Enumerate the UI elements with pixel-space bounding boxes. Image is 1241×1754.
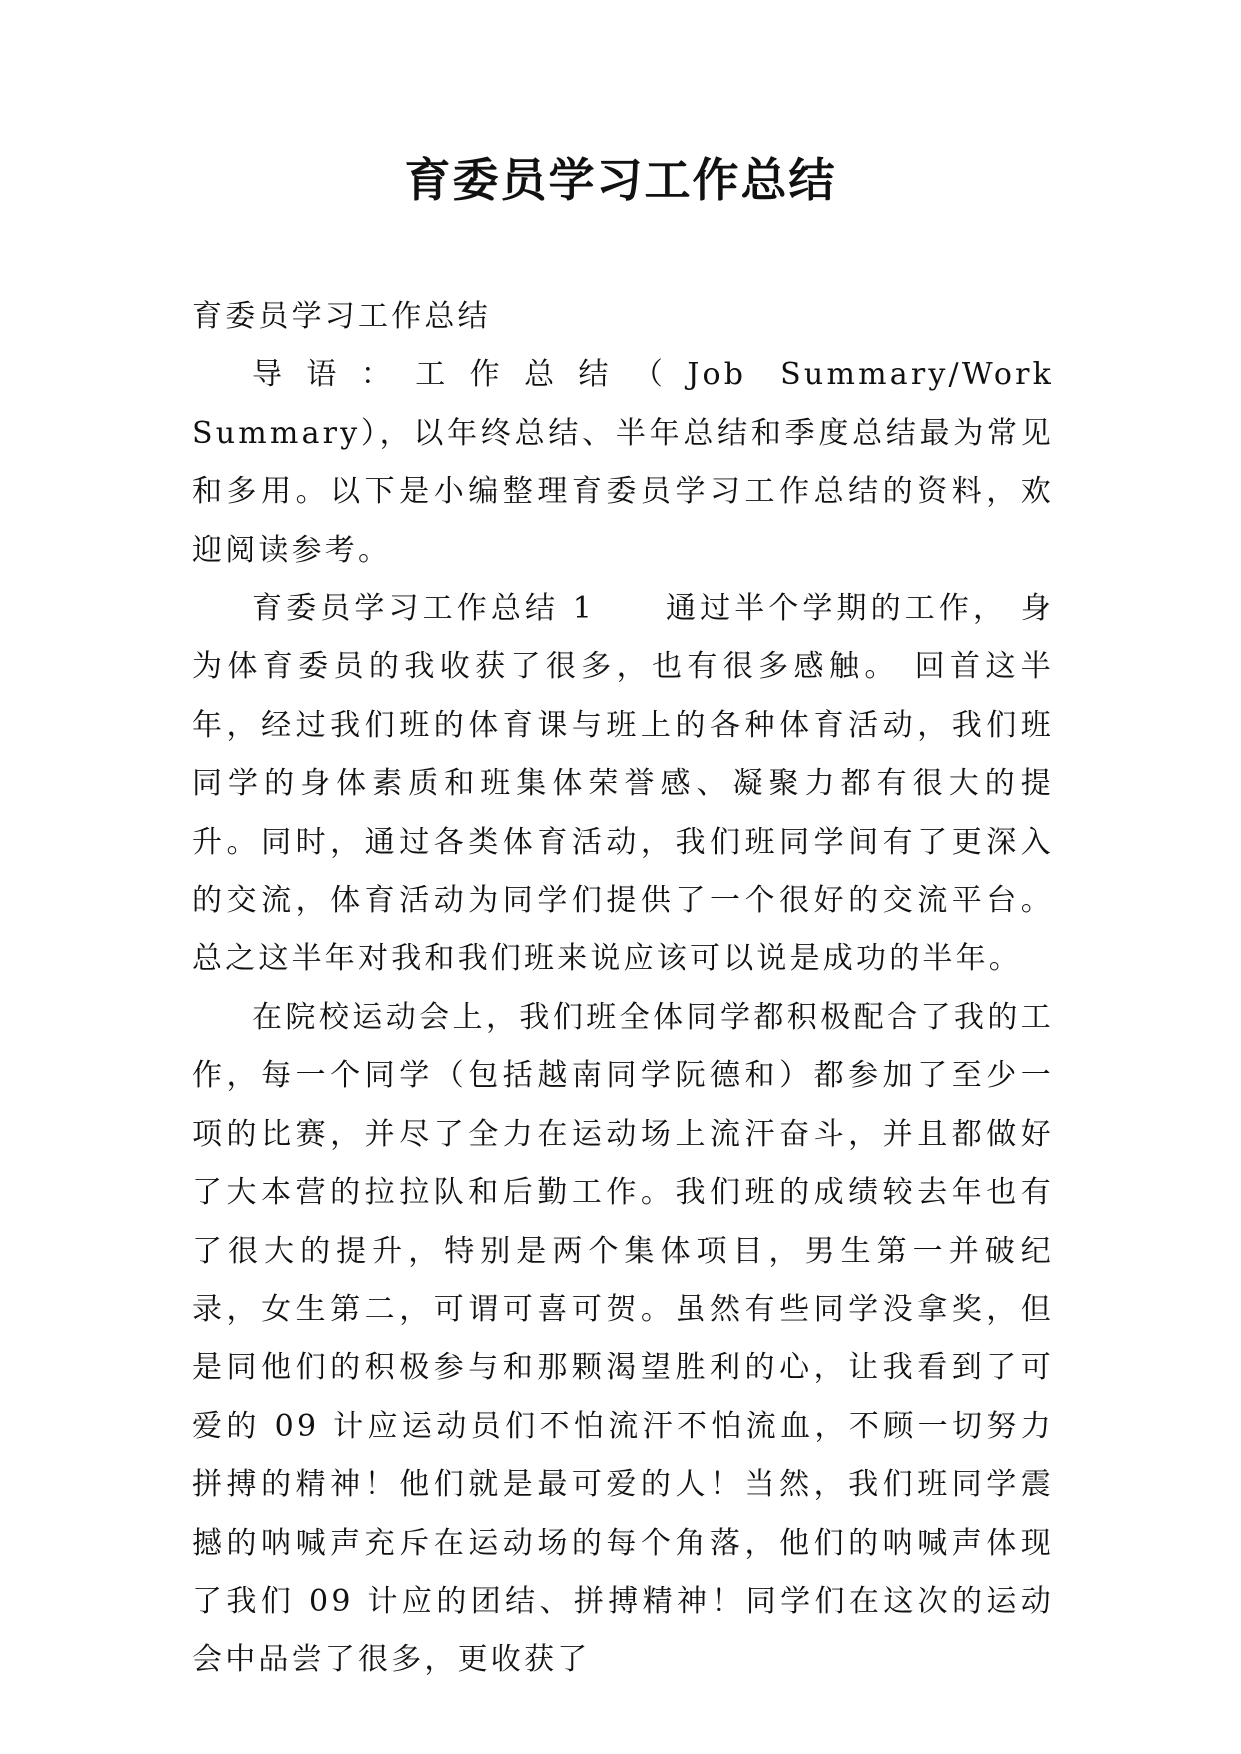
document-body [192, 288, 1054, 1690]
section-1-paragraph [192, 580, 1054, 989]
document-title: 育委员学习工作总结 [404, 153, 837, 207]
intro-paragraph: 导语：工作总结（Job Summary/Work Summary），以年终总结、半年总结和季度总结最为常见和多用。以下是小编整理育委员学习工作总结的资料，欢迎阅读参考。 [192, 357, 1054, 568]
paragraph-2: 在院校运动会上，我们班全体同学都积极配合了我的工作，每一个同学（包括越南同学阮德和）都参加了至少一项的比赛，并尽了全力在运动场上流汗奋斗，并且都做好了大本营的拉拉队和后勤工作。我们班的成绩较去年也有了很大的提升，特别是两个集体项目，男生第一并破纪录，女生第二，可谓可喜可贺。虽然有些同学没拿奖，但是同他们的积极参与和那颗渴望胜利的心，让我看到了可爱的 09 计应运动员们不怕流汗不怕流血，不顾一切努力拼搏的精神！他们就是最可爱的人！当然，我们班同学震撼的呐喊声充斥在运动场的每个角落，他们的呐喊声体现了我们 09 计应的团结、拼搏精神！同学们在这次的运动会中品尝了很多，更收获了 [192, 999, 1054, 1678]
section-1-text: 通过半个学期的工作， 身为体育委员的我收获了很多，也有很多感触。 回首这半年，经过我们班的体育课与班上的各种体育活动，我们班同学的身体素质和班集体荣誉感、凝聚力都有很大的提升。同时，通过各类体育活动，我们班同学间有了更深入的交流，体育活动为同学们提供了一个很好的交流平台。总之这半年对我和我们班来说应该可以说是成功的半年。 [192, 591, 1055, 977]
document-subtitle: 育委员学习工作总结 [192, 299, 491, 334]
section-1-heading: 育委员学习工作总结 1 [252, 591, 596, 627]
